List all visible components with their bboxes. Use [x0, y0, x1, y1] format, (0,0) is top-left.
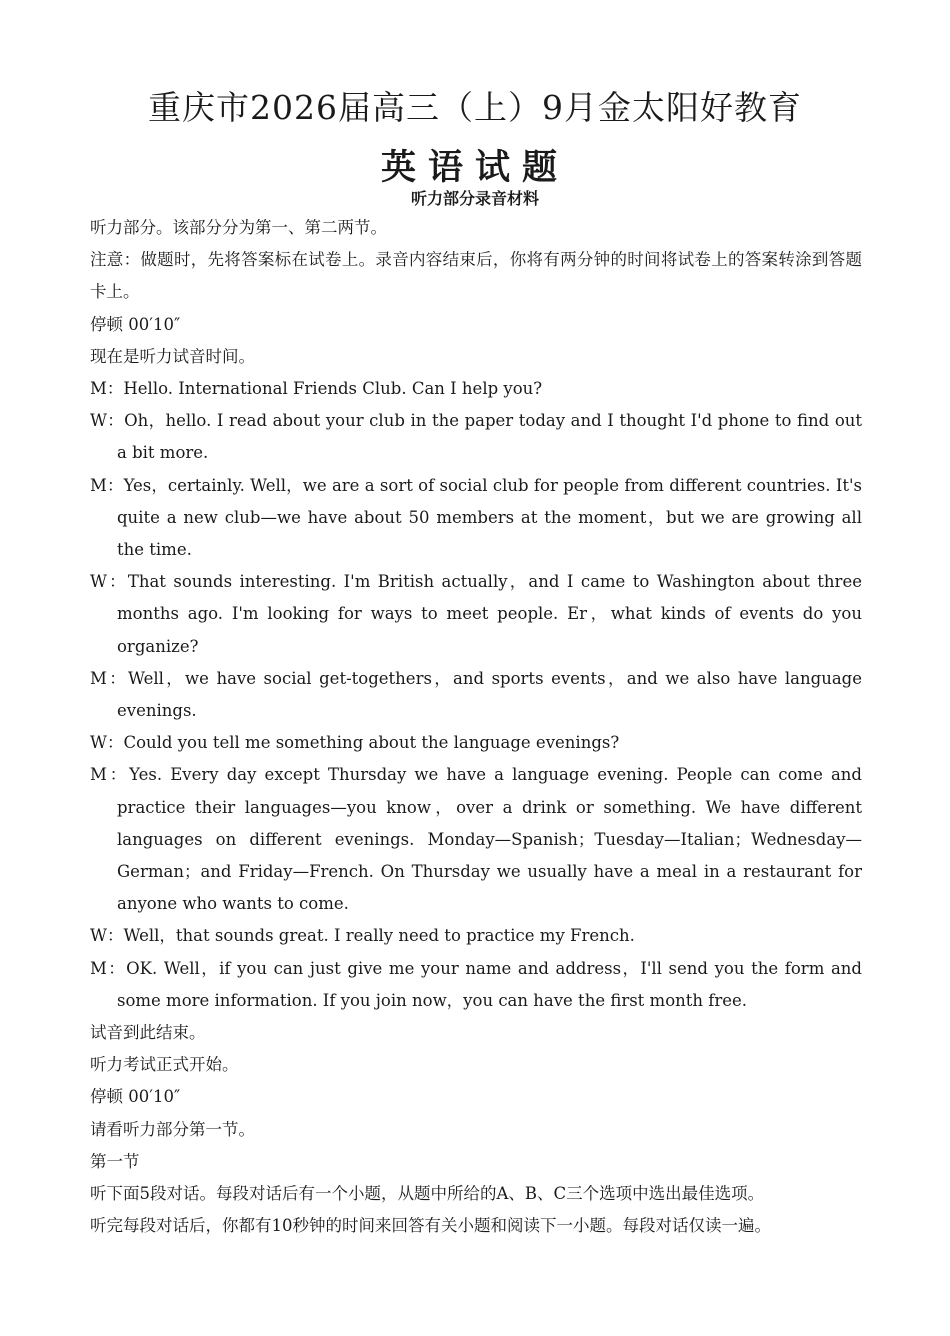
speaker-label: M：: [90, 958, 127, 978]
section-title: 第一节: [90, 1151, 140, 1171]
dialogue-turn: [90, 920, 862, 952]
turn-text: Well，we have social get-togethers，and sports events，and we also have language evenings.: [117, 668, 862, 721]
speaker-label: W：: [90, 733, 124, 753]
dialogue-turn: [90, 373, 862, 405]
dialogue-turn: [90, 727, 862, 759]
speaker-label: M：: [90, 668, 128, 688]
pause-line-1: 停顿 00′10″: [90, 314, 181, 334]
speaker-label: M：: [90, 765, 130, 785]
speaker-label: W：: [90, 572, 128, 592]
turn-text: Hello. International Friends Club. Can I help you?: [123, 379, 543, 399]
dialogue-turn: [90, 759, 862, 920]
document-title: 重庆市2026届高三（上）9月金太阳好教育: [148, 88, 802, 127]
trial-end-line: 试音到此结束。: [90, 1023, 206, 1043]
trial-start-line: 现在是听力试音时间。: [90, 346, 255, 366]
speaker-label: W：: [90, 926, 124, 946]
speaker-label: M：: [90, 475, 124, 495]
dialogue-turn: [90, 566, 862, 663]
turn-text: Could you tell me something about the language evenings?: [123, 733, 620, 753]
transcript-body: [90, 212, 862, 1243]
instruction-line-2: 听完每段对话后，你都有10秒钟的时间来回答有关小题和阅读下一小题。每段对话仅读一遍。: [90, 1216, 771, 1236]
dialogue-turn: [90, 405, 862, 469]
instruction-line-1: 听下面5段对话。每段对话后有一个小题，从题中所给的A、B、C三个选项中选出最佳选项。: [90, 1184, 765, 1204]
subject-title: 英语试题: [380, 147, 569, 188]
dialogue-turn: [90, 953, 862, 1017]
look-section-line: 请看听力部分第一节。: [90, 1119, 255, 1139]
speaker-label: M：: [90, 379, 124, 399]
speaker-label: W：: [90, 411, 125, 431]
turn-text: Oh，hello. I read about your club in the paper today and I thought I'd phone to find out a bit more.: [117, 411, 863, 463]
intro-line-1: 听力部分。该部分分为第一、第二两节。: [90, 218, 387, 237]
section-note: 听力部分录音材料: [410, 189, 539, 208]
exam-start-line: 听力考试正式开始。: [90, 1055, 239, 1075]
turn-text: Yes. Every day except Thursday we have a language evening. People can come and practice their languages—you know，over a drink or something. We have different languages on different evenings. Monday—Spanish；Tuesday—Italian；Wednesday—German；and Friday—French. On Thursday we usually have a meal in a restaurant for anyone who wants to come.: [117, 765, 862, 914]
dialogue-turn: [90, 663, 862, 727]
dialogue-turn: [90, 470, 862, 567]
turn-text: That sounds interesting. I'm British actually，and I came to Washington about three months ago. I'm looking for ways to meet people. Er，what kinds of events do you organize?: [117, 572, 862, 656]
pause-line-2: 停顿 00′10″: [90, 1087, 181, 1107]
turn-text: OK. Well，if you can just give me your name and address，I'll send you the form and some more information. If you join now，you can have the first month free.: [117, 958, 862, 1010]
turn-text: Yes，certainly. Well，we are a sort of social club for people from different countries. It's quite a new club—we have about 50 members at the moment，but we are growing all the time.: [117, 475, 862, 560]
intro-line-2: 注意：做题时，先将答案标在试卷上。录音内容结束后，你将有两分钟的时间将试卷上的答案转涂到答题卡上。: [90, 250, 862, 302]
turn-text: Well，that sounds great. I really need to practice my French.: [123, 926, 635, 946]
